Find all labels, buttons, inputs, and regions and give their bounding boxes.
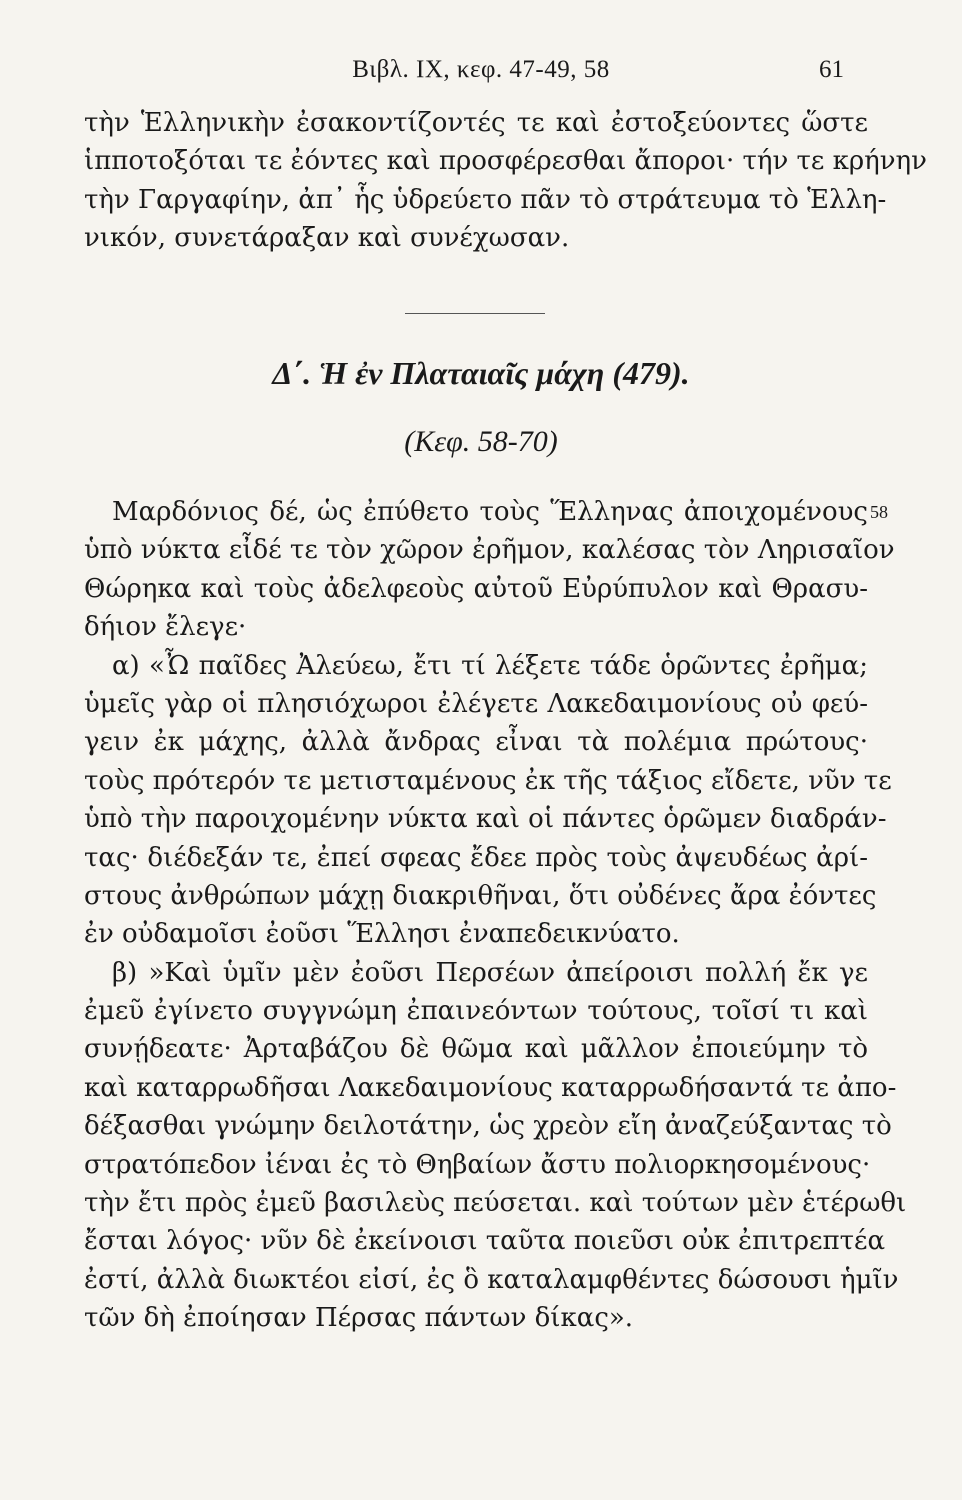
section-divider: [405, 313, 545, 314]
text-line: τῶν δὴ ἐποίησαν Πέρσας πάντων δίκας».: [84, 1303, 634, 1334]
text-line: β) »Καὶ ὑμῖν μὲν ἐοῦσι Περσέων ἀπείροισι πολλή ἔκ γε: [112, 957, 868, 988]
text-line: ἱπποτοξόται τε ἐόντες καὶ προσφέρεσθαι ἄποροι· τήν τε κρήνην: [84, 146, 927, 177]
page-number: 61: [819, 56, 844, 83]
text-line: τοὺς πρότερόν τε μετισταμένους ἐκ τῆς τάξιος εἴδετε, νῦν τε: [84, 765, 892, 796]
intro-paragraph: [84, 104, 927, 258]
margin-chapter-number: 58: [870, 502, 888, 522]
text-line: ὑμεῖς γὰρ οἱ πλησιόχωροι ἐλέγετε Λακεδαιμονίους οὐ φεύ-: [84, 688, 868, 719]
text-line: στρατόπεδον ἰέναι ἐς τὸ Θηβαίων ἄστυ πολιορκησομένους·: [84, 1149, 871, 1180]
running-head: Βιβλ. ΙΧ, κεφ. 47-49, 58: [352, 56, 610, 83]
text-line: α) «Ὦ παῖδες Ἀλεύεω, ἔτι τί λέξετε τάδε ὁρῶντες ἐρῆμα;: [112, 650, 868, 681]
section-subtitle: (Κεφ. 58-70): [404, 425, 558, 458]
text-line: τὴν ἔτι πρὸς ἐμεῦ βασιλεὺς πεύσεται. καὶ τούτων μὲν ἑτέρωθι: [84, 1188, 907, 1219]
text-line: γειν ἐκ μάχης, ἀλλὰ ἄνδρας εἶναι τὰ πολέμια πρώτους·: [84, 727, 868, 758]
text-line: τὴν Γαργαφίην, ἀπ᾽ ἧς ὑδρεύετο πᾶν τὸ στράτευμα τὸ Ἑλλη-: [84, 184, 887, 215]
text-line: ὑπὸ τὴν παροιχομένην νύκτα καὶ οἱ πάντες ὁρῶμεν διαδράν-: [84, 804, 887, 835]
text-line: καὶ καταρρωδῆσαι Λακεδαιμονίους καταρρωδήσαντά τε ἀπο-: [84, 1072, 897, 1103]
text-line: συνῄδεατε· Ἀρταβάζου δὲ θῶμα καὶ μᾶλλον ἐποιεύμην τὸ: [84, 1034, 868, 1065]
text-line: τὴν Ἑλληνικὴν ἐσακοντίζοντές τε καὶ ἐστοξεύοντες ὥστε: [84, 108, 868, 138]
text-line: Μαρδόνιος δέ, ὡς ἐπύθετο τοὺς Ἕλληνας ἀποιχομένους: [112, 497, 868, 527]
text-line: δήιον ἔλεγε·: [84, 612, 247, 643]
text-line: στους ἀνθρώπων μάχῃ διακριθῆναι, ὅτι οὐδένες ἄρα ἐόντες: [84, 880, 877, 911]
text-line: ἐν οὐδαμοῖσι ἐοῦσι Ἕλλησι ἐναπεδεικνύατο.: [84, 919, 680, 950]
section-title: Δ΄. Ἡ ἐν Πλαταιαῖς μάχη (479).: [272, 355, 690, 391]
text-line: ἔσται λόγος· νῦν δὲ ἐκείνοισι ταῦτα ποιεῦσι οὐκ ἐπιτρεπτέα: [84, 1226, 886, 1257]
text-line: Θώρηκα καὶ τοὺς ἀδελφεοὺς αὐτοῦ Εὐρύπυλον καὶ Θρασυ-: [84, 573, 868, 604]
text-line: ἐστί, ἀλλὰ διωκτέοι εἰσί, ἐς ὃ καταλαμφθέντες δώσουσι ἡμῖν: [84, 1264, 899, 1295]
text-line: νικόν, συνετάραξαν καὶ συνέχωσαν.: [84, 223, 570, 254]
text-line: δέξασθαι γνώμην δειλοτάτην, ὡς χρεὸν εἴη ἀναζεύξαντας τὸ: [84, 1111, 892, 1142]
text-line: ὑπὸ νύκτα εἶδέ τε τὸν χῶρον ἐρῆμον, καλέσας τὸν Ληρισαῖον: [84, 535, 895, 566]
text-line: τας· διέδεξάν τε, ἐπεί σφεας ἔδεε πρὸς τοὺς ἀψευδέως ἀρί-: [84, 842, 868, 873]
text-line: ἐμεῦ ἐγίνετο συγγνώμη ἐπαινεόντων τούτους, τοῖσί τι καὶ: [84, 996, 868, 1027]
